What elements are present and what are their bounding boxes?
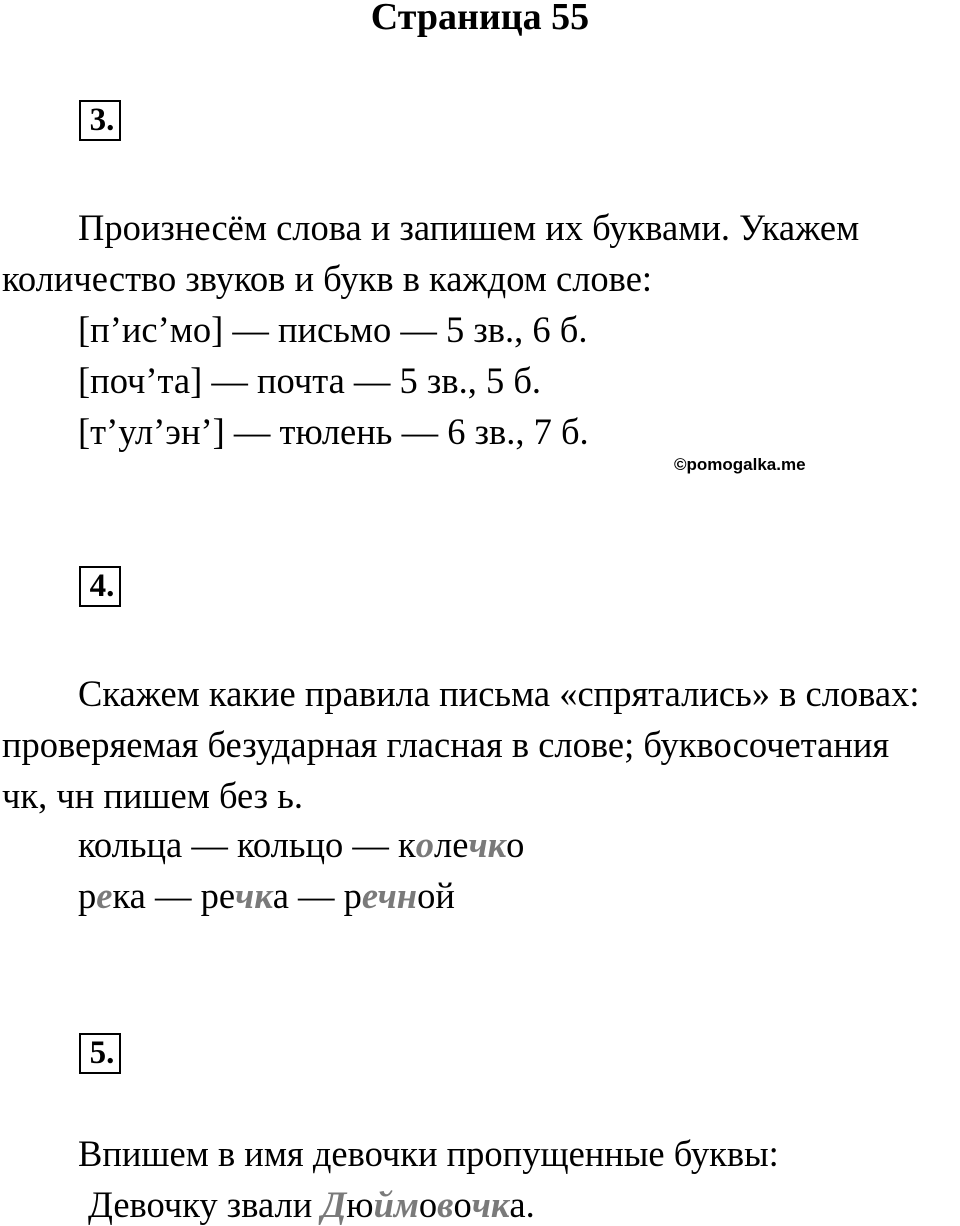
answer-segment: а.	[509, 1184, 535, 1225]
example-segment: р	[78, 875, 97, 916]
example-segment: ой	[417, 875, 455, 916]
task-3-word-mail: [поч’та] — почта — 5 зв., 5 б.	[78, 360, 542, 401]
task-4-text-line-2: проверяемая безударная гласная в слове; буквосочетания	[2, 724, 890, 765]
answer-segment: Девочку звали	[88, 1184, 322, 1225]
task-5-answer	[88, 1184, 535, 1226]
highlighted-letters: чк	[235, 875, 273, 916]
answer-segment: о	[418, 1184, 438, 1225]
task-number-5: 5.	[79, 1033, 121, 1074]
task-3-text-line-2: количество звуков и букв в каждом слове:	[2, 258, 653, 299]
task-number-4: 4.	[79, 566, 121, 607]
task-number-3: 3.	[79, 100, 121, 141]
task-3-word-letter: [п’ис’мо] — письмо — 5 зв., 6 б.	[78, 309, 588, 350]
task-4-text-line-1: Скажем какие правила письма «спрятались» в словах:	[78, 673, 920, 714]
highlighted-letters: в	[437, 1184, 454, 1225]
example-segment: ле	[434, 824, 469, 865]
example-segment: а — р	[272, 875, 362, 916]
example-segment: о	[252, 824, 271, 865]
highlighted-letters: йм	[373, 1184, 419, 1225]
answer-segment: о	[453, 1184, 472, 1225]
highlighted-letters: ечн	[361, 875, 418, 916]
task-4-example-ring	[78, 824, 524, 866]
example-segment: о	[506, 824, 525, 865]
task-4-text-line-3: чк, чн пишем без ь.	[2, 775, 304, 816]
task-4-example-river	[78, 875, 455, 917]
highlighted-letters: е	[96, 875, 113, 916]
highlighted-letters: чк	[468, 824, 507, 865]
task-3-word-seal: [т’ул’эн’] — тюлень — 6 зв., 7 б.	[78, 411, 589, 452]
example-segment: льцо — к	[270, 824, 416, 865]
task-5-text-line-1: Впишем в имя девочки пропущенные буквы:	[78, 1133, 779, 1174]
task-3-text-line-1: Произнесём слова и запишем их буквами. Укажем	[78, 207, 860, 248]
example-segment: кольца — к	[78, 824, 253, 865]
highlighted-letters: чк	[471, 1184, 510, 1225]
page-title: Страница 55	[370, 0, 590, 38]
highlighted-letters: Д	[321, 1184, 347, 1225]
watermark: ©pomogalka.me	[674, 455, 806, 474]
answer-segment: ю	[346, 1184, 374, 1225]
highlighted-letters: о	[415, 824, 435, 865]
example-segment: ка — ре	[112, 875, 236, 916]
